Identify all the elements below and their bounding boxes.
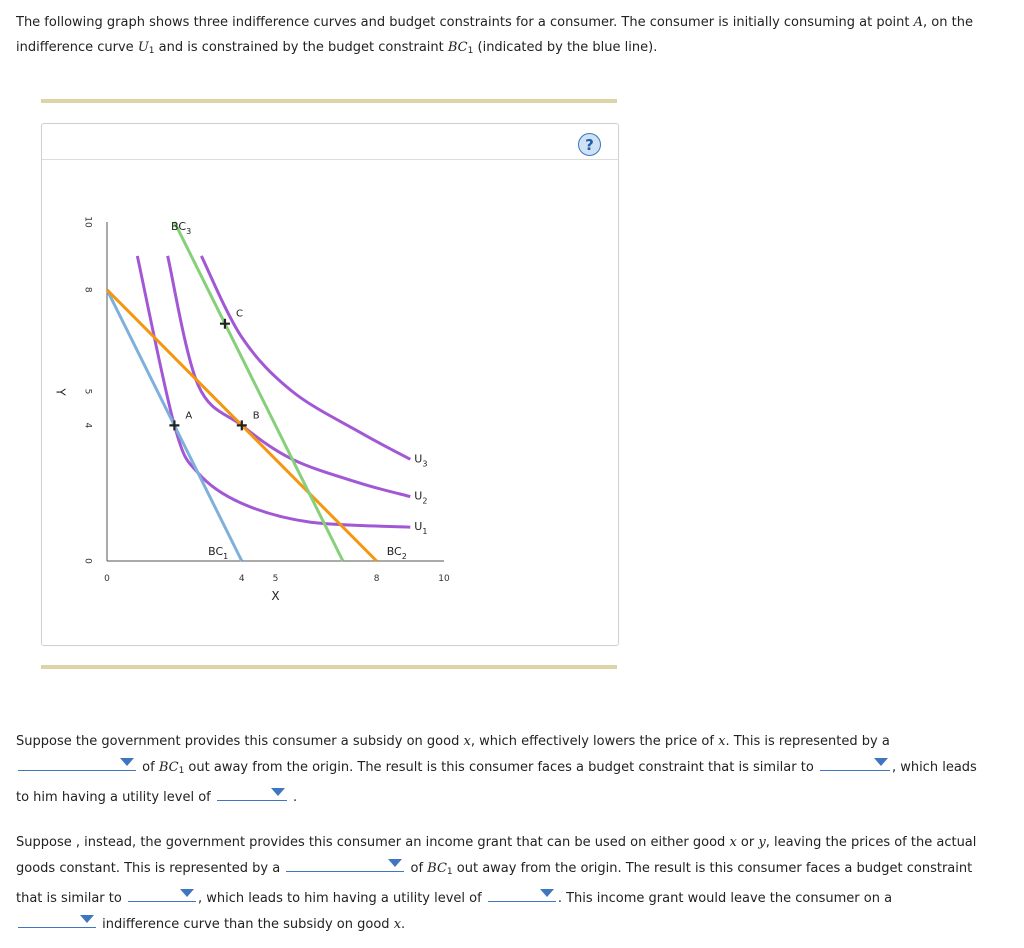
curve-label-u2: $U_2$: [414, 489, 428, 506]
curve-label-u1: $U_1$: [414, 520, 428, 537]
dropdown-grant-comparison[interactable]: [18, 911, 96, 928]
x-tick-label: 5: [272, 574, 279, 584]
help-icon[interactable]: ?: [578, 133, 601, 156]
q2-part: , leaving the prices of the actual: [765, 835, 977, 850]
y-tick-label: 4: [82, 422, 93, 429]
y-tick-label: 8: [82, 286, 93, 293]
q2-part: or: [736, 835, 759, 850]
question-subsidy: [16, 729, 1006, 810]
budget-label-bc1: $BC_1$: [208, 545, 229, 561]
x-tick-label: 8: [373, 574, 380, 584]
q2-part: , which leads to him having a utility level of: [197, 891, 482, 906]
q1-part: to him having a utility level of: [16, 790, 211, 805]
intro-point-a: A: [913, 15, 924, 30]
q1-bc-sub: 1: [178, 766, 185, 776]
y-axis-label: Y: [53, 388, 68, 396]
q1-part: out away from the origin. The result is this consumer faces a budget constraint that is similar to: [184, 760, 814, 775]
budget-label-bc3: $BC_3$: [171, 220, 192, 236]
y-tick-label: 10: [82, 216, 93, 228]
q2-part: Suppose , instead, the government provides this consumer an income grant that can be used on either good: [16, 835, 730, 850]
x-tick-label: 4: [238, 574, 245, 584]
q2-part: goods constant. This is represented by a: [16, 861, 281, 876]
q2-part: indifference curve than the subsidy on good: [102, 917, 394, 932]
intro-bc1: BC: [447, 40, 468, 55]
budget-label-bc2: $BC_2$: [386, 545, 407, 561]
dropdown-grant-budget[interactable]: [128, 885, 196, 902]
point-label-b: B: [252, 410, 260, 422]
bottom-divider: [41, 665, 617, 669]
y-tick-label: 0: [82, 558, 93, 564]
dropdown-grant-utility[interactable]: [488, 885, 556, 902]
q2-x: x: [393, 917, 402, 932]
curve-label-u3: $U_3$: [414, 452, 428, 469]
q2-bc: BC: [427, 861, 447, 876]
intro-u1: U: [137, 40, 149, 55]
q1-bc: BC: [158, 760, 179, 775]
point-marker-a: [169, 420, 179, 430]
question-income-grant: [16, 830, 1006, 937]
intro-part: The following graph shows three indifference curves and budget constraints for a consumer. The consumer is initially consuming at point: [16, 15, 914, 30]
q2-part: that is similar to: [16, 891, 122, 906]
q2-part: out away from the origin. The result is this consumer faces a budget constraint: [452, 861, 973, 876]
q2-part: .: [401, 917, 406, 932]
x-tick-label: 0: [104, 574, 110, 584]
dropdown-grant-shift[interactable]: [286, 855, 404, 872]
point-marker-c: [220, 319, 230, 329]
intro-part: and is constrained by the budget constraint: [154, 40, 448, 55]
x-axis-label: X: [271, 589, 280, 603]
q1-x: x: [463, 734, 471, 749]
q1-part: , which leads: [891, 760, 977, 775]
q2-part: . This income grant would leave the consumer on a: [557, 891, 893, 906]
intro-part: (indicated by the blue line).: [473, 40, 658, 55]
dropdown-subsidy-utility[interactable]: [217, 784, 287, 801]
q1-part: , which effectively lowers the price of: [470, 734, 719, 749]
q2-part: of: [410, 861, 428, 876]
x-tick-label: 10: [438, 574, 450, 584]
intro-bc1-sub: 1: [467, 46, 474, 56]
point-label-c: C: [235, 308, 243, 320]
q1-part: of: [142, 760, 159, 775]
point-label-a: A: [185, 410, 193, 422]
dropdown-subsidy-shift[interactable]: [18, 754, 136, 771]
indifference-curve-u2: [168, 256, 411, 497]
intro-part: , on the indifference curve: [16, 15, 973, 55]
q2-bc-sub: 1: [446, 867, 453, 877]
y-tick-label: 5: [82, 388, 93, 395]
q1-part: . This is represented by a: [725, 734, 890, 749]
intro-u1-sub: 1: [148, 46, 155, 56]
indifference-curve-u3: [201, 256, 410, 459]
dropdown-subsidy-budget[interactable]: [820, 754, 890, 771]
q1-part: .: [293, 790, 298, 805]
q1-part: Suppose the government provides this consumer a subsidy on good: [16, 734, 464, 749]
q1-x: x: [718, 734, 726, 749]
q2-y: y: [758, 835, 766, 850]
q2-x: x: [729, 835, 737, 850]
